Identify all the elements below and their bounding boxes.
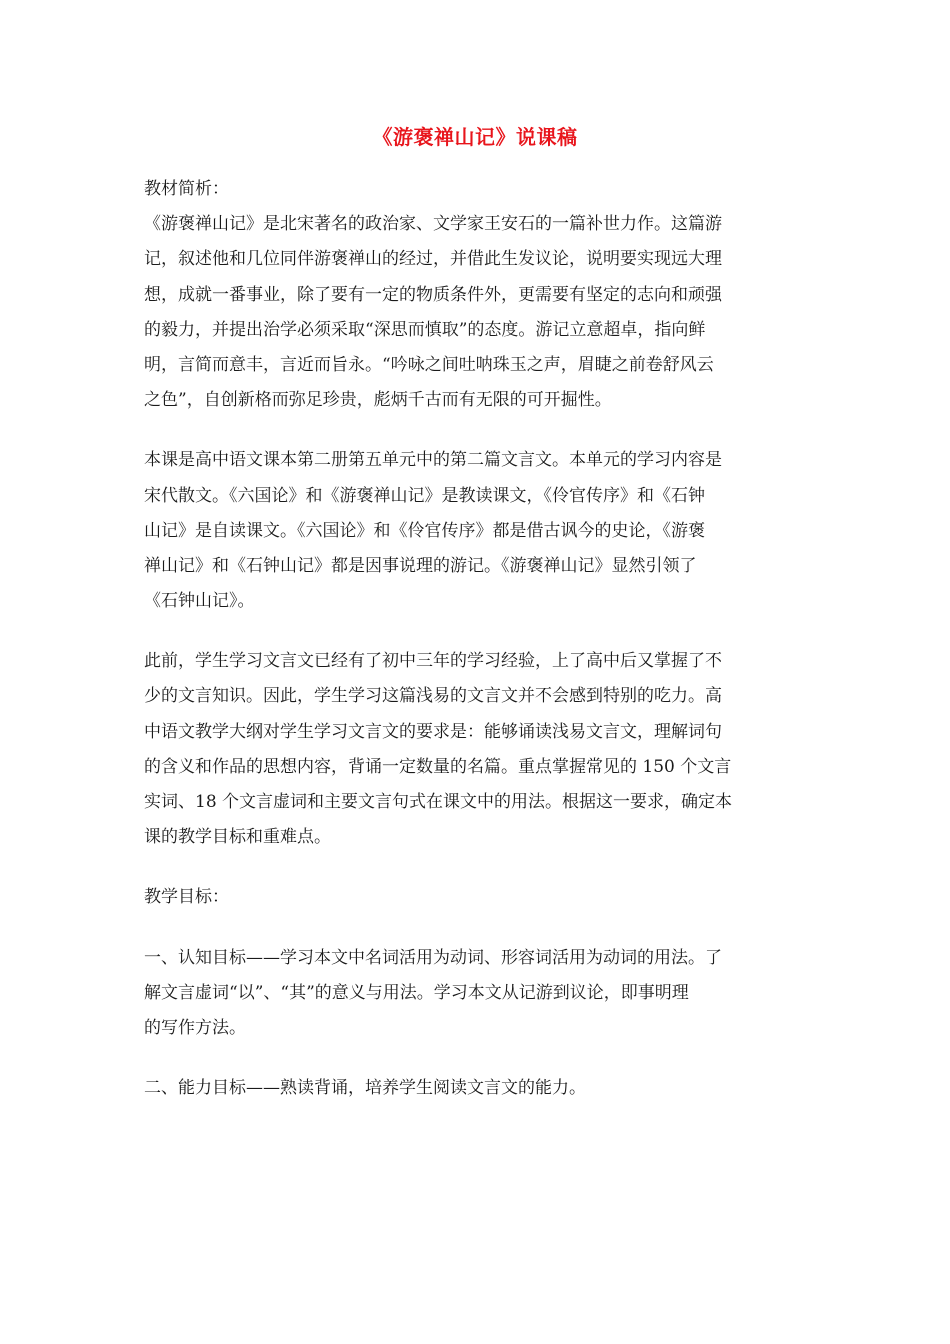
text-line: 实词、18 个文言虚词和主要文言句式在课文中的用法。根据这一要求，确定本 [144, 792, 733, 812]
text-line: 课的教学目标和重难点。 [144, 827, 331, 848]
paragraph-goal-cognitive [144, 941, 810, 1047]
goals-heading: 教学目标： [144, 887, 229, 908]
text-line: 想，成就一番事业，除了要有一定的物质条件外，更需要有坚定的志向和顽强 [144, 284, 722, 305]
text-line: 中语文教学大纲对学生学习文言文的要求是：能够诵读浅易文言文，理解词句 [144, 721, 722, 742]
text-line: 本课是高中语文课本第二册第五单元中的第二篇文言文。本单元的学习内容是 [144, 450, 722, 471]
paragraph-material-intro [144, 207, 810, 418]
text-line: 《游褒禅山记》是北宋著名的政治家、文学家王安石的一篇补世力作。这篇游 [144, 214, 722, 235]
goals-heading-paragraph [144, 880, 810, 915]
text-line: 山记》是自读课文。《六国论》和《伶官传序》都是借古讽今的史论，《游褒 [144, 520, 705, 541]
document-body [144, 172, 810, 1106]
text-line: 一、认知目标——学习本文中名词活用为动词、形容词活用为动词的用法。了 [144, 947, 722, 968]
text-line: 宋代散文。《六国论》和《游褒禅山记》是教读课文，《伶官传序》和《石钟 [144, 485, 705, 506]
text-line: 解文言虚词“以”、“其”的意义与用法。学习本文从记游到议论，即事明理 [144, 982, 689, 1003]
document-title: 《游褒禅山记》说课稿 [372, 125, 578, 149]
material-heading: 教材简析： [144, 179, 229, 199]
paragraph-unit-context [144, 443, 810, 619]
text-line: 记，叙述他和几位同伴游褒禅山的经过，并借此生发议论，说明要实现远大理 [144, 249, 722, 270]
text-line: 此前，学生学习文言文已经有了初中三年的学习经验，上了高中后又掌握了不 [144, 651, 722, 672]
text-line: 禅山记》和《石钟山记》都是因事说理的游记。《游褒禅山记》显然引领了 [144, 555, 697, 576]
text-line: 明，言简而意丰，言近而旨永。“吟咏之间吐呐珠玉之声，眉睫之前卷舒风云 [144, 354, 714, 375]
paragraph-student-analysis [144, 644, 810, 855]
material-heading-paragraph [144, 172, 810, 207]
text-line: 的毅力，并提出治学必须采取“深思而慎取”的态度。游记立意超卓，指向鲜 [144, 319, 706, 340]
paragraph-goal-ability [144, 1071, 810, 1106]
text-line: 《石钟山记》。 [144, 591, 255, 612]
text-line: 的写作方法。 [144, 1017, 246, 1038]
text-line: 的含义和作品的思想内容，背诵一定数量的名篇。重点掌握常见的 150 个文言 [144, 756, 732, 777]
text-line: 之色”，自创新格而弥足珍贵，彪炳千古而有无限的可开掘性。 [144, 390, 612, 411]
text-line: 二、能力目标——熟读背诵，培养学生阅读文言文的能力。 [144, 1078, 586, 1099]
text-line: 少的文言知识。因此，学生学习这篇浅易的文言文并不会感到特别的吃力。高 [144, 686, 722, 707]
